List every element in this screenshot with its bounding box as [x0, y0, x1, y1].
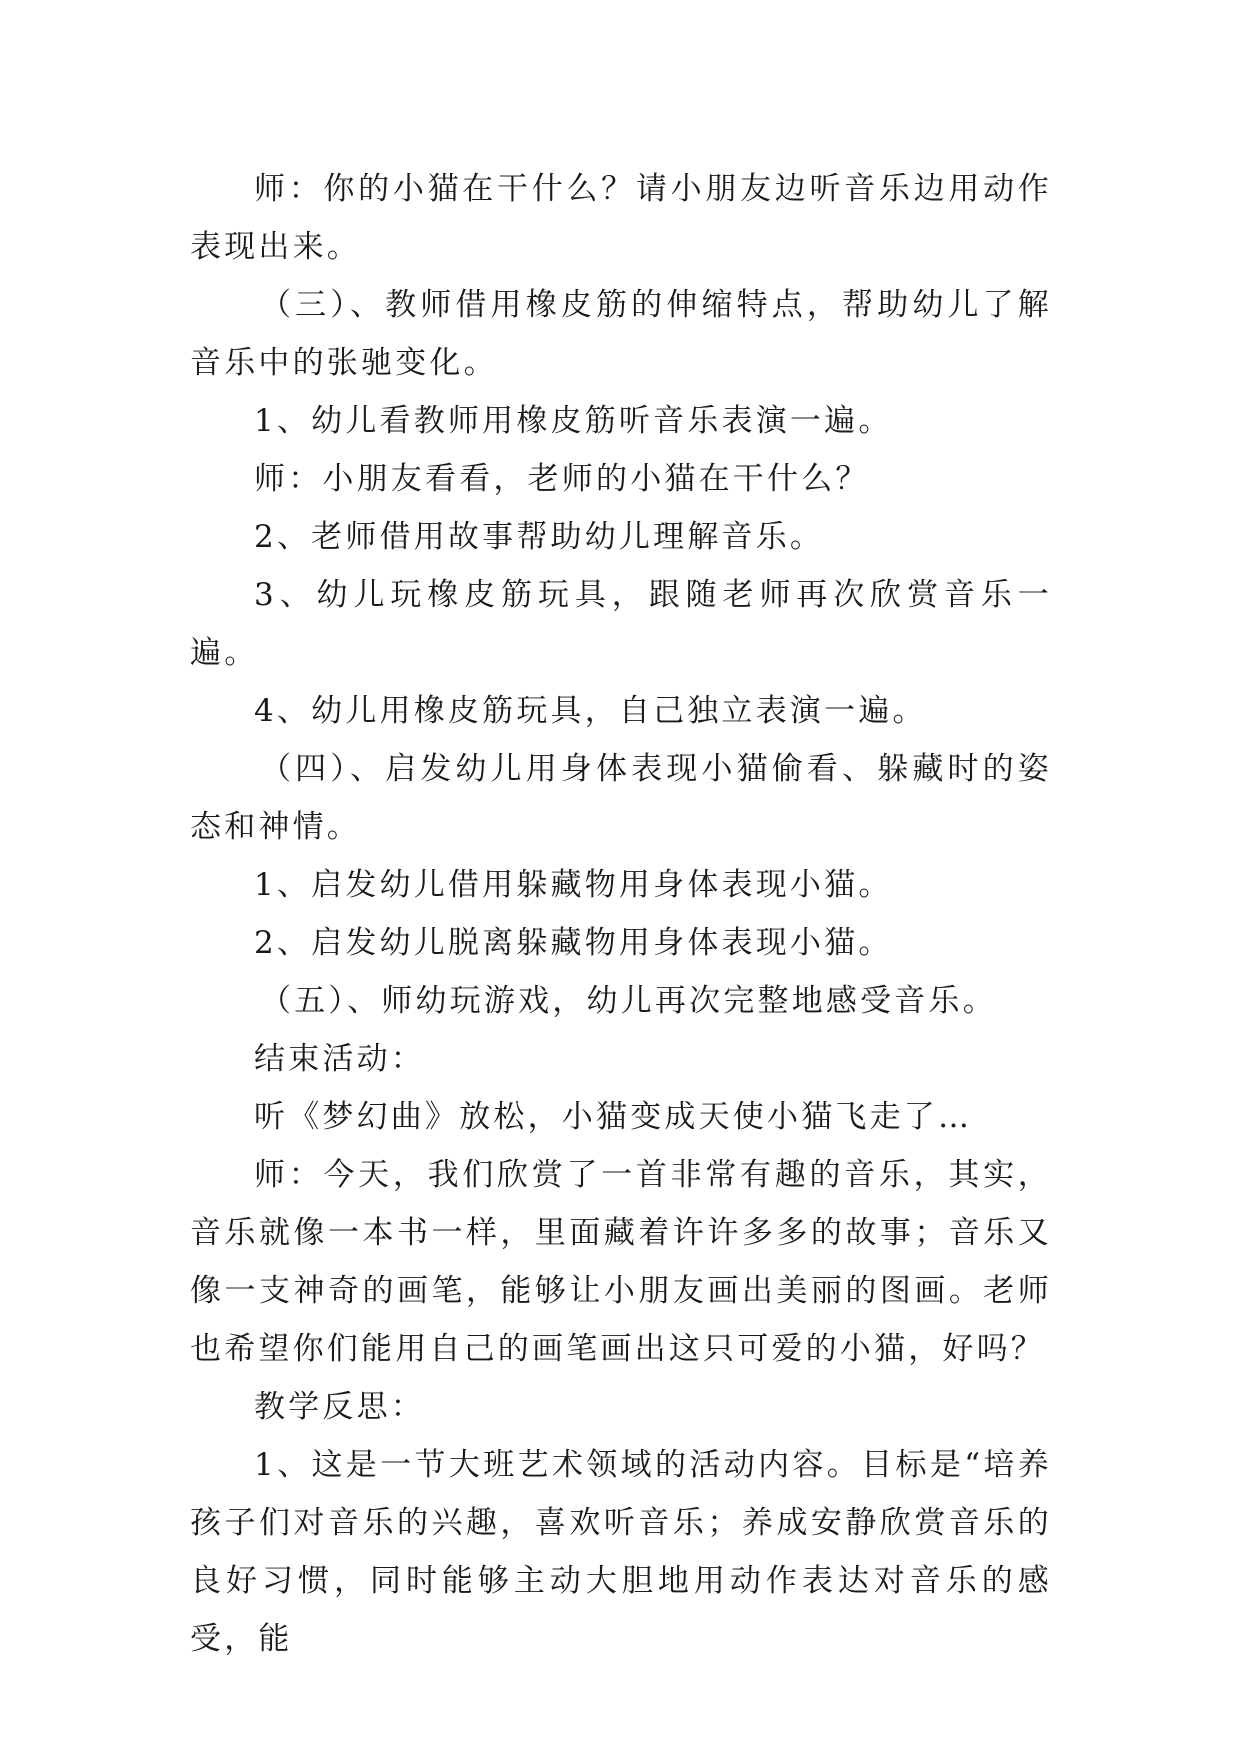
paragraph: 1、幼儿看教师用橡皮筋听音乐表演一遍。 — [254, 403, 893, 439]
paragraph: 4、幼儿用橡皮筋玩具，自己独立表演一遍。 — [254, 693, 927, 729]
paragraph: 师：你的小猫在干什么？请小朋友边听音乐边用动作表现出来。 — [190, 171, 1052, 265]
paragraph: 2、老师借用故事帮助幼儿理解音乐。 — [254, 519, 825, 555]
paragraph: 听《梦幻曲》放松，小猫变成天使小猫飞走了… — [254, 1099, 973, 1135]
section-heading: （三）、教师借用橡皮筋的伸缩特点，帮助幼儿了解音乐中的张驰变化。 — [190, 287, 1052, 381]
section-label: 教学反思： — [254, 1389, 425, 1425]
paragraph: 师：小朋友看看，老师的小猫在干什么？ — [254, 461, 870, 497]
section-heading: （五）、师幼玩游戏，幼儿再次完整地感受音乐。 — [260, 983, 997, 1019]
paragraph: 3、幼儿玩橡皮筋玩具，跟随老师再次欣赏音乐一遍。 — [190, 577, 1052, 671]
section-label: 结束活动： — [254, 1041, 425, 1077]
paragraph: 2、启发幼儿脱离躲藏物用身体表现小猫。 — [254, 925, 893, 961]
paragraph: 师：今天，我们欣赏了一首非常有趣的音乐，其实，音乐就像一本书一样，里面藏着许许多多的故事；音乐又像一支神奇的画笔，能够让小朋友画出美丽的图画。老师也希望你们能用自己的画笔画出这只可爱的小猫，好吗？ — [190, 1157, 1052, 1367]
paragraph: 1、这是一节大班艺术领域的活动内容。目标是“培养孩子们对音乐的兴趣，喜欢听音乐；养成安静欣赏音乐的良好习惯，同时能够主动大胆地用动作表达对音乐的感受，能 — [190, 1447, 1052, 1657]
paragraph: 1、启发幼儿借用躲藏物用身体表现小猫。 — [254, 867, 893, 903]
section-heading: （四）、启发幼儿用身体表现小猫偷看、躲藏时的姿态和神情。 — [190, 751, 1052, 845]
document-body — [190, 160, 1052, 1668]
